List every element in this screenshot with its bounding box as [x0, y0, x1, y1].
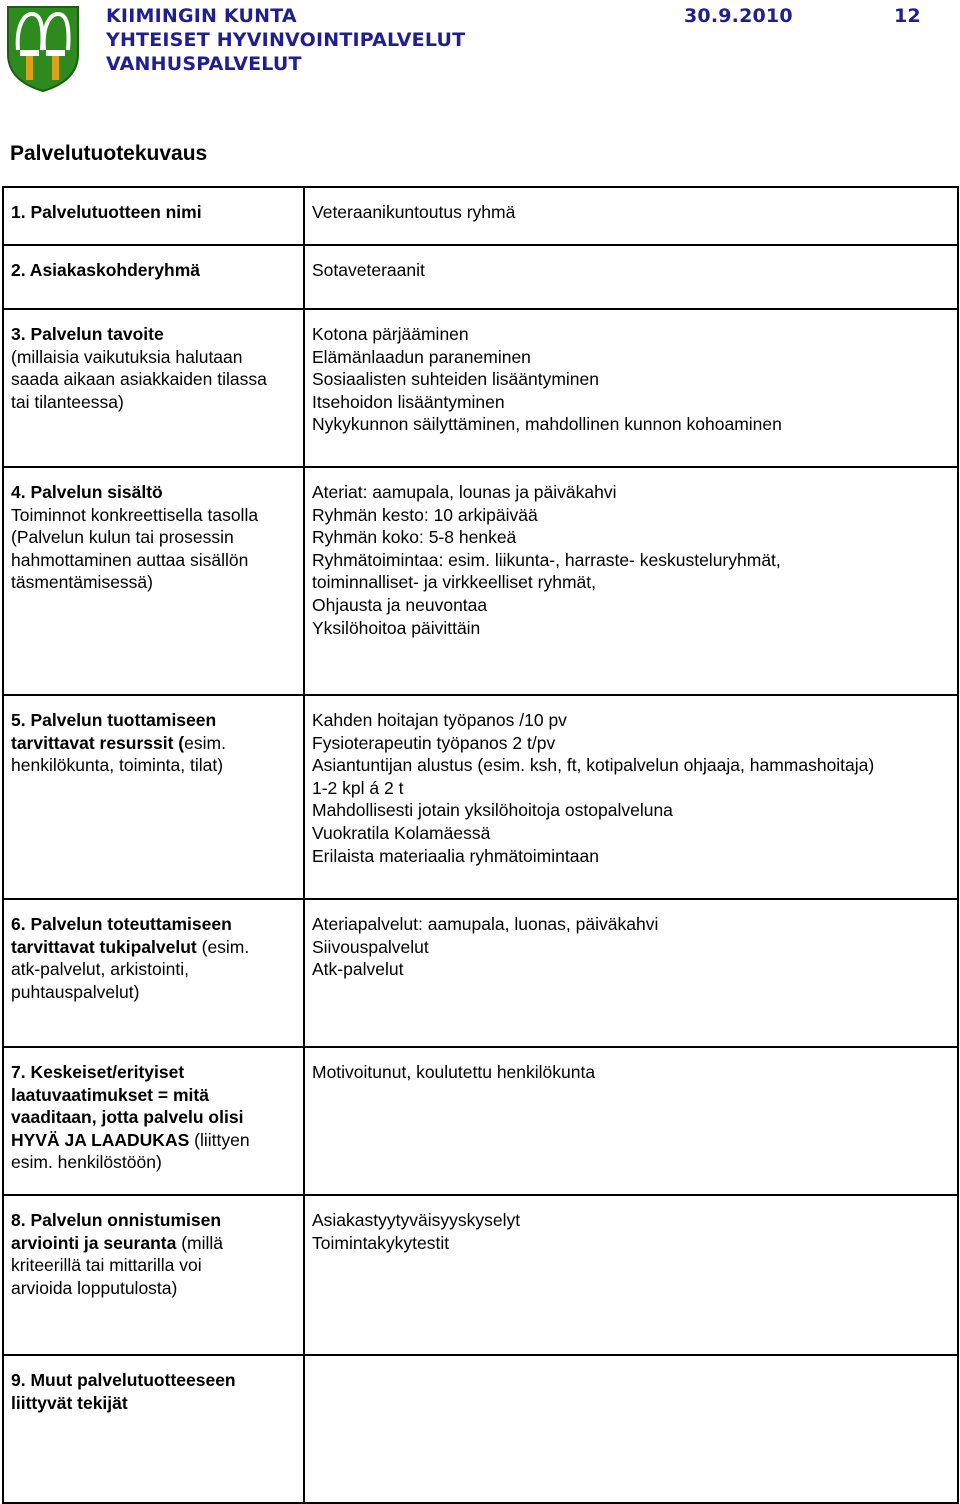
table-row [3, 309, 958, 467]
label-line [11, 346, 297, 369]
label-bold-text: laatuvaatimukset = mitä [11, 1084, 209, 1105]
label-bold-text: tarvittavat resurssit ( [11, 732, 185, 753]
row-label-cell [3, 245, 304, 309]
header-dept: YHTEISET HYVINVOINTIPALVELUT [106, 29, 466, 51]
municipality-crest-icon [4, 4, 82, 92]
label-line [11, 1061, 297, 1084]
label-line [11, 571, 297, 594]
row-label-cell [3, 695, 304, 899]
label-text: hahmottaminen auttaa sisällön [11, 549, 249, 570]
label-line [11, 481, 297, 504]
label-text: atk-palvelut, arkistointi, [11, 959, 189, 980]
row-value-cell [304, 309, 958, 467]
label-text: (esim. [196, 936, 250, 957]
label-line [11, 549, 297, 572]
row-value-cell [304, 695, 958, 899]
value-line: Ateriat: aamupala, lounas ja päiväkahvi [312, 482, 617, 502]
label-bold-text: vaaditaan, jotta palvelu olisi [11, 1107, 244, 1128]
value-line: Kotona pärjääminen [312, 324, 469, 344]
label-line [11, 368, 297, 391]
value-line: Toimintakykytestit [312, 1232, 450, 1253]
value-line: 1-2 kpl á 2 t [312, 777, 404, 798]
label-bold-text: 2. Asiakaskohderyhmä [11, 260, 201, 280]
row-label-cell [3, 899, 304, 1047]
label-line [11, 1084, 297, 1107]
label-text: esim. henkilöstöön) [11, 1152, 162, 1173]
value-line: Mahdollisesti jotain yksilöhoitoja ostopalveluna [312, 800, 673, 821]
label-line [11, 958, 297, 981]
label-text: (millaisia vaikutuksia halutaan [11, 346, 243, 367]
label-bold-text: 4. Palvelun sisältö [11, 482, 163, 502]
label-text: tai tilanteessa) [11, 391, 124, 412]
label-text: esim. [184, 732, 226, 753]
value-line: Ryhmän kesto: 10 arkipäivää [312, 504, 538, 525]
value-line: Fysioterapeutin työpanos 2 t/pv [312, 732, 556, 753]
label-bold-text: 6. Palvelun toteuttamiseen [11, 914, 232, 934]
label-bold-text: 5. Palvelun tuottamiseen [11, 710, 217, 730]
row-label-cell [3, 1355, 304, 1503]
row-value-cell [304, 1355, 958, 1503]
row-label-cell [3, 467, 304, 695]
label-line [11, 732, 297, 755]
label-text: täsmentämisessä) [11, 572, 153, 593]
label-line [11, 1392, 297, 1415]
label-line [11, 754, 297, 777]
label-line [11, 201, 297, 224]
label-text: arvioida lopputulosta) [11, 1277, 178, 1298]
label-line [11, 1209, 297, 1232]
label-line [11, 1106, 297, 1129]
row-value-cell [304, 187, 958, 245]
value-line: toiminnalliset- ja virkkeelliset ryhmät, [312, 572, 596, 593]
label-line [11, 913, 297, 936]
label-bold-text: tarvittavat tukipalvelut [11, 936, 197, 957]
header-date: 30.9.2010 [684, 5, 793, 27]
label-line [11, 1369, 297, 1392]
header-unit: VANHUSPALVELUT [106, 53, 302, 75]
value-line: Asiantuntijan alustus (esim. ksh, ft, kotipalvelun ohjaaja, hammashoitaja) [312, 755, 875, 776]
value-line: Itsehoidon lisääntyminen [312, 391, 505, 412]
label-text: (millä [176, 1232, 224, 1253]
value-line: Ateriapalvelut: aamupala, luonas, päiväkahvi [312, 914, 659, 934]
label-bold-text: 1. Palvelutuotteen nimi [11, 202, 202, 222]
table-row [3, 187, 958, 245]
table-row [3, 1355, 958, 1503]
row-label-cell [3, 187, 304, 245]
row-value-cell [304, 1047, 958, 1195]
label-line [11, 1232, 297, 1255]
label-line [11, 323, 297, 346]
table-row [3, 695, 958, 899]
page-title: Palvelutuotekuvaus [10, 142, 208, 165]
label-bold-text: 7. Keskeiset/erityiset [11, 1062, 185, 1082]
table-row [3, 467, 958, 695]
service-description-table [2, 186, 959, 1504]
label-bold-text: arviointi ja seuranta [11, 1232, 177, 1253]
label-line [11, 709, 297, 732]
page-number: 12 [894, 5, 921, 27]
table-row [3, 245, 958, 309]
value-line: Elämänlaadun paraneminen [312, 346, 531, 367]
value-line: Vuokratila Kolamäessä [312, 822, 491, 843]
value-line: Siivouspalvelut [312, 936, 429, 957]
label-bold-text: 9. Muut palvelutuotteeseen [11, 1370, 236, 1390]
label-line [11, 504, 297, 527]
label-bold-text: liittyvät tekijät [11, 1392, 128, 1413]
label-text: Toiminnot konkreettisella tasolla [11, 504, 259, 525]
value-line: Erilaista materiaalia ryhmätoimintaan [312, 845, 599, 866]
value-line: Ryhmän koko: 5-8 henkeä [312, 527, 517, 548]
row-label-cell [3, 1195, 304, 1355]
value-line: Sosiaalisten suhteiden lisääntyminen [312, 369, 599, 390]
value-line: Kahden hoitajan työpanos /10 pv [312, 710, 567, 730]
value-line: Sotaveteraanit [312, 260, 425, 280]
row-label-cell [3, 1047, 304, 1195]
label-line [11, 1277, 297, 1300]
value-line: Motivoitunut, koulutettu henkilökunta [312, 1062, 596, 1082]
label-bold-text: HYVÄ JA LAADUKAS [11, 1129, 190, 1150]
label-line [11, 981, 297, 1004]
row-label-cell [3, 309, 304, 467]
row-value-cell [304, 1195, 958, 1355]
header-org: KIIMINGIN KUNTA [106, 5, 297, 27]
label-text: kriteerillä tai mittarilla voi [11, 1255, 202, 1276]
label-text: (Palvelun kulun tai prosessin [11, 527, 234, 548]
label-line [11, 1151, 297, 1174]
row-value-cell [304, 467, 958, 695]
value-line: Veteraanikuntoutus ryhmä [312, 202, 516, 222]
label-bold-text: 8. Palvelun onnistumisen [11, 1210, 222, 1230]
label-bold-text: 3. Palvelun tavoite [11, 324, 164, 344]
row-value-cell [304, 245, 958, 309]
label-line [11, 1254, 297, 1277]
value-line: Ryhmätoimintaa: esim. liikunta-, harraste- keskusteluryhmät, [312, 549, 781, 570]
value-line: Nykykunnon säilyttäminen, mahdollinen kunnon kohoaminen [312, 414, 782, 435]
label-line [11, 526, 297, 549]
row-value-cell [304, 899, 958, 1047]
label-text: saada aikaan asiakkaiden tilassa [11, 369, 267, 390]
label-line [11, 259, 297, 282]
value-line: Ohjausta ja neuvontaa [312, 594, 488, 615]
table-row [3, 1195, 958, 1355]
label-line [11, 1129, 297, 1152]
value-line: Yksilöhoitoa päivittäin [312, 617, 481, 638]
value-line: Atk-palvelut [312, 959, 404, 980]
label-text: henkilökunta, toiminta, tilat) [11, 755, 224, 776]
value-line: Asiakastyytyväisyyskyselyt [312, 1210, 521, 1230]
table-row [3, 899, 958, 1047]
label-line [11, 936, 297, 959]
label-text: puhtauspalvelut) [11, 981, 140, 1002]
table-row [3, 1047, 958, 1195]
label-line [11, 391, 297, 414]
label-text: (liittyen [189, 1129, 250, 1150]
